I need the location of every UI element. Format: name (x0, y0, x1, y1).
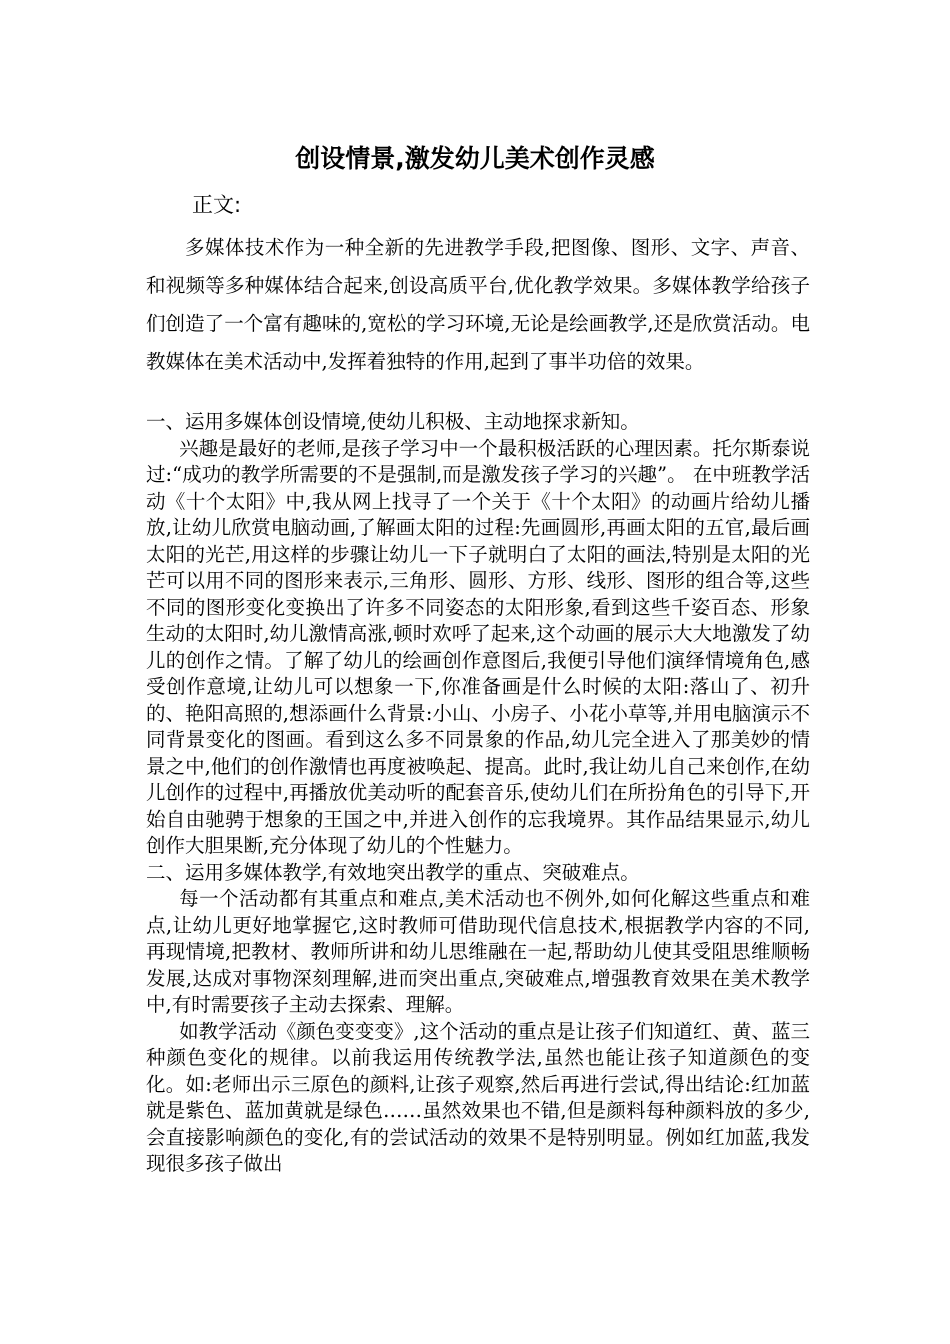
section-2-heading: 二、运用多媒体教学,有效地突出教学的重点、突破难点。 (146, 860, 640, 884)
section-2-paragraph-1: 每一个活动都有其重点和难点,美术活动也不例外,如何化解这些重点和难点,让幼儿更好地掌握它,这时教师可借助现代信息技术,根据教学内容的不同,再现情境,把教材、教师所讲和幼儿思维融在一起,帮助幼儿使其受阻思维顺畅发展,达成对事物深刻理解,进而突出重点,突破难点,增强教育效果在美术教学中,有时需要孩子主动去探索、理解。 (146, 887, 810, 1016)
section-1-heading: 一、运用多媒体创设情境,使幼儿积极、主动地探求新知。 (146, 410, 640, 433)
document-body (146, 409, 810, 1178)
body-heading: 正文: (192, 193, 242, 217)
document-title: 创设情景,激发幼儿美术创作灵感 (295, 144, 655, 173)
intro-paragraph: 多媒体技术作为一种全新的先进教学手段,把图像、图形、文字、声音、和视频等多种媒体结合起来,创设高质平台,优化教学效果。多媒体教学给孩子们创造了一个富有趣味的,宽松的学习环境,无论是绘画教学,还是欣赏活动。电教媒体在美术活动中,发挥着独特的作用,起到了事半功倍的效果。 (146, 236, 810, 373)
section-1-paragraph-1: 兴趣是最好的老师,是孩子学习中一个最积极活跃的心理因素。托尔斯泰说过:“成功的教学所需要的不是强制,而是激发孩子学习的兴趣”。 在中班教学活动《十个太阳》中,我从网上找寻了一个关于《十个太阳》的动画片给幼儿播放,让幼儿欣赏电脑动画,了解画太阳的过程:先画圆形,再画太阳的五官,最后画太阳的光芒,用这样的步骤让幼儿一下子就明白了太阳的画法,特别是太阳的光芒可以用不同的图形来表示,三角形、圆形、方形、线形、图形的组合等,这些不同的图形变化变换出了许多不同姿态的太阳形象,看到这些千姿百态、形象生动的太阳时,幼儿激情高涨,顿时欢呼了起来,这个动画的展示大大地激发了幼儿的创作之情。了解了幼儿的绘画创作意图后,我便引导他们演绎情境角色,感受创作意境,让幼儿可以想象一下,你准备画是什么时候的太阳:落山了、初升的、艳阳高照的,想添画什么背景:小山、小房子、小花小草等,并用电脑演示不同背景变化的图画。看到这么多不同景象的作品,幼儿完全进入了那美妙的情景之中,他们的创作激情也再度被唤起、提高。此时,我让幼儿自己来创作,在幼儿创作的过程中,再播放优美动听的配套音乐,使幼儿们在所扮角色的引导下,开始自由驰骋于想象的王国之中,并进入创作的忘我境界。其作品结果显示,幼儿创作大胆果断,充分体现了幼儿的个性魅力。 (146, 436, 810, 857)
section-2-paragraph-2: 如教学活动《颜色变变变》,这个活动的重点是让孩子们知道红、黄、蓝三种颜色变化的规律。以前我运用传统教学法,虽然也能让孩子知道颜色的变化。如:老师出示三原色的颜料,让孩子观察,然后再进行尝试,得出结论:红加蓝就是紫色、蓝加黄就是绿色……虽然效果也不错,但是颜料每种颜料放的多少,会直接影响颜色的变化,有的尝试活动的效果不是特别明显。例如红加蓝,我发现很多孩子做出 (146, 1019, 810, 1175)
